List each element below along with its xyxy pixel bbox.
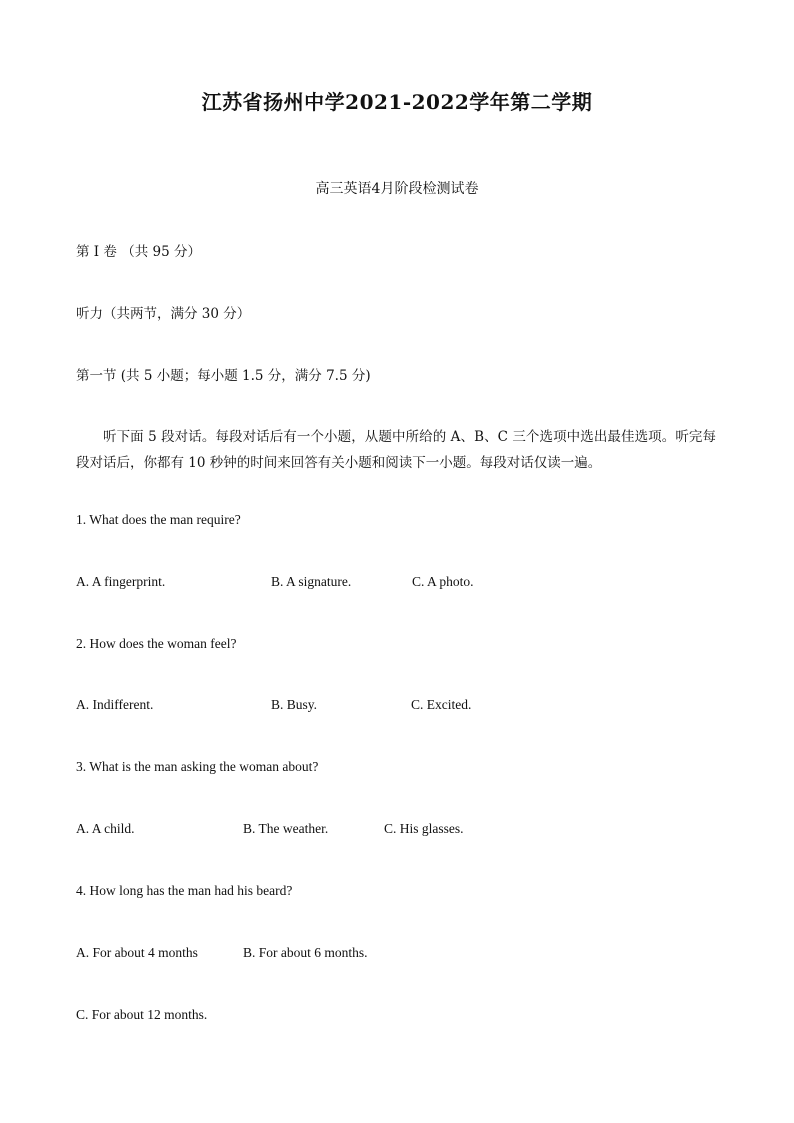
instructions-paragraph: 听下面 5 段对话。每段对话后有一个小题，从题中所给的 A、B、C 三个选项中选出最佳选项。听完每段对话后，你都有 10 秒钟的时间来回答有关小题和阅读下一小题。每段对话仅读一遍。 <box>76 429 716 471</box>
listening-heading: 听力（共两节，满分 30 分） <box>76 306 251 322</box>
section-heading: 第一节 (共 5 小题；每小题 1.5 分，满分 7.5 分) <box>76 368 371 384</box>
question-2-option-b: B. Busy. <box>271 697 318 712</box>
question-4-option-a: A. For about 4 months <box>76 945 198 960</box>
question-3-option-b: B. The weather. <box>243 821 329 836</box>
question-4-option-c: C. For about 12 months. <box>76 1007 208 1022</box>
exam-subtitle: 高三英语4月阶段检测试卷 <box>315 181 479 197</box>
question-4-stem: 4. How long has the man had his beard? <box>76 883 293 898</box>
question-2-stem: 2. How does the woman feel? <box>76 636 237 651</box>
question-1-stem: 1. What does the man require? <box>76 512 241 527</box>
question-4-option-b: B. For about 6 months. <box>243 945 368 960</box>
question-1-option-b: B. A signature. <box>271 574 352 589</box>
question-1-option-a: A. A fingerprint. <box>76 574 166 589</box>
question-3-option-a: A. A child. <box>76 821 135 836</box>
question-2-option-c: C. Excited. <box>411 697 472 712</box>
question-1-option-c: C. A photo. <box>412 574 474 589</box>
exam-title: 江苏省扬州中学2021-2022学年第二学期 <box>201 90 593 114</box>
question-2-option-a: A. Indifferent. <box>76 697 154 712</box>
question-3-option-c: C. His glasses. <box>384 821 464 836</box>
part-heading: 第 I 卷 （共 95 分） <box>76 244 201 260</box>
question-3-stem: 3. What is the man asking the woman about? <box>76 759 319 774</box>
